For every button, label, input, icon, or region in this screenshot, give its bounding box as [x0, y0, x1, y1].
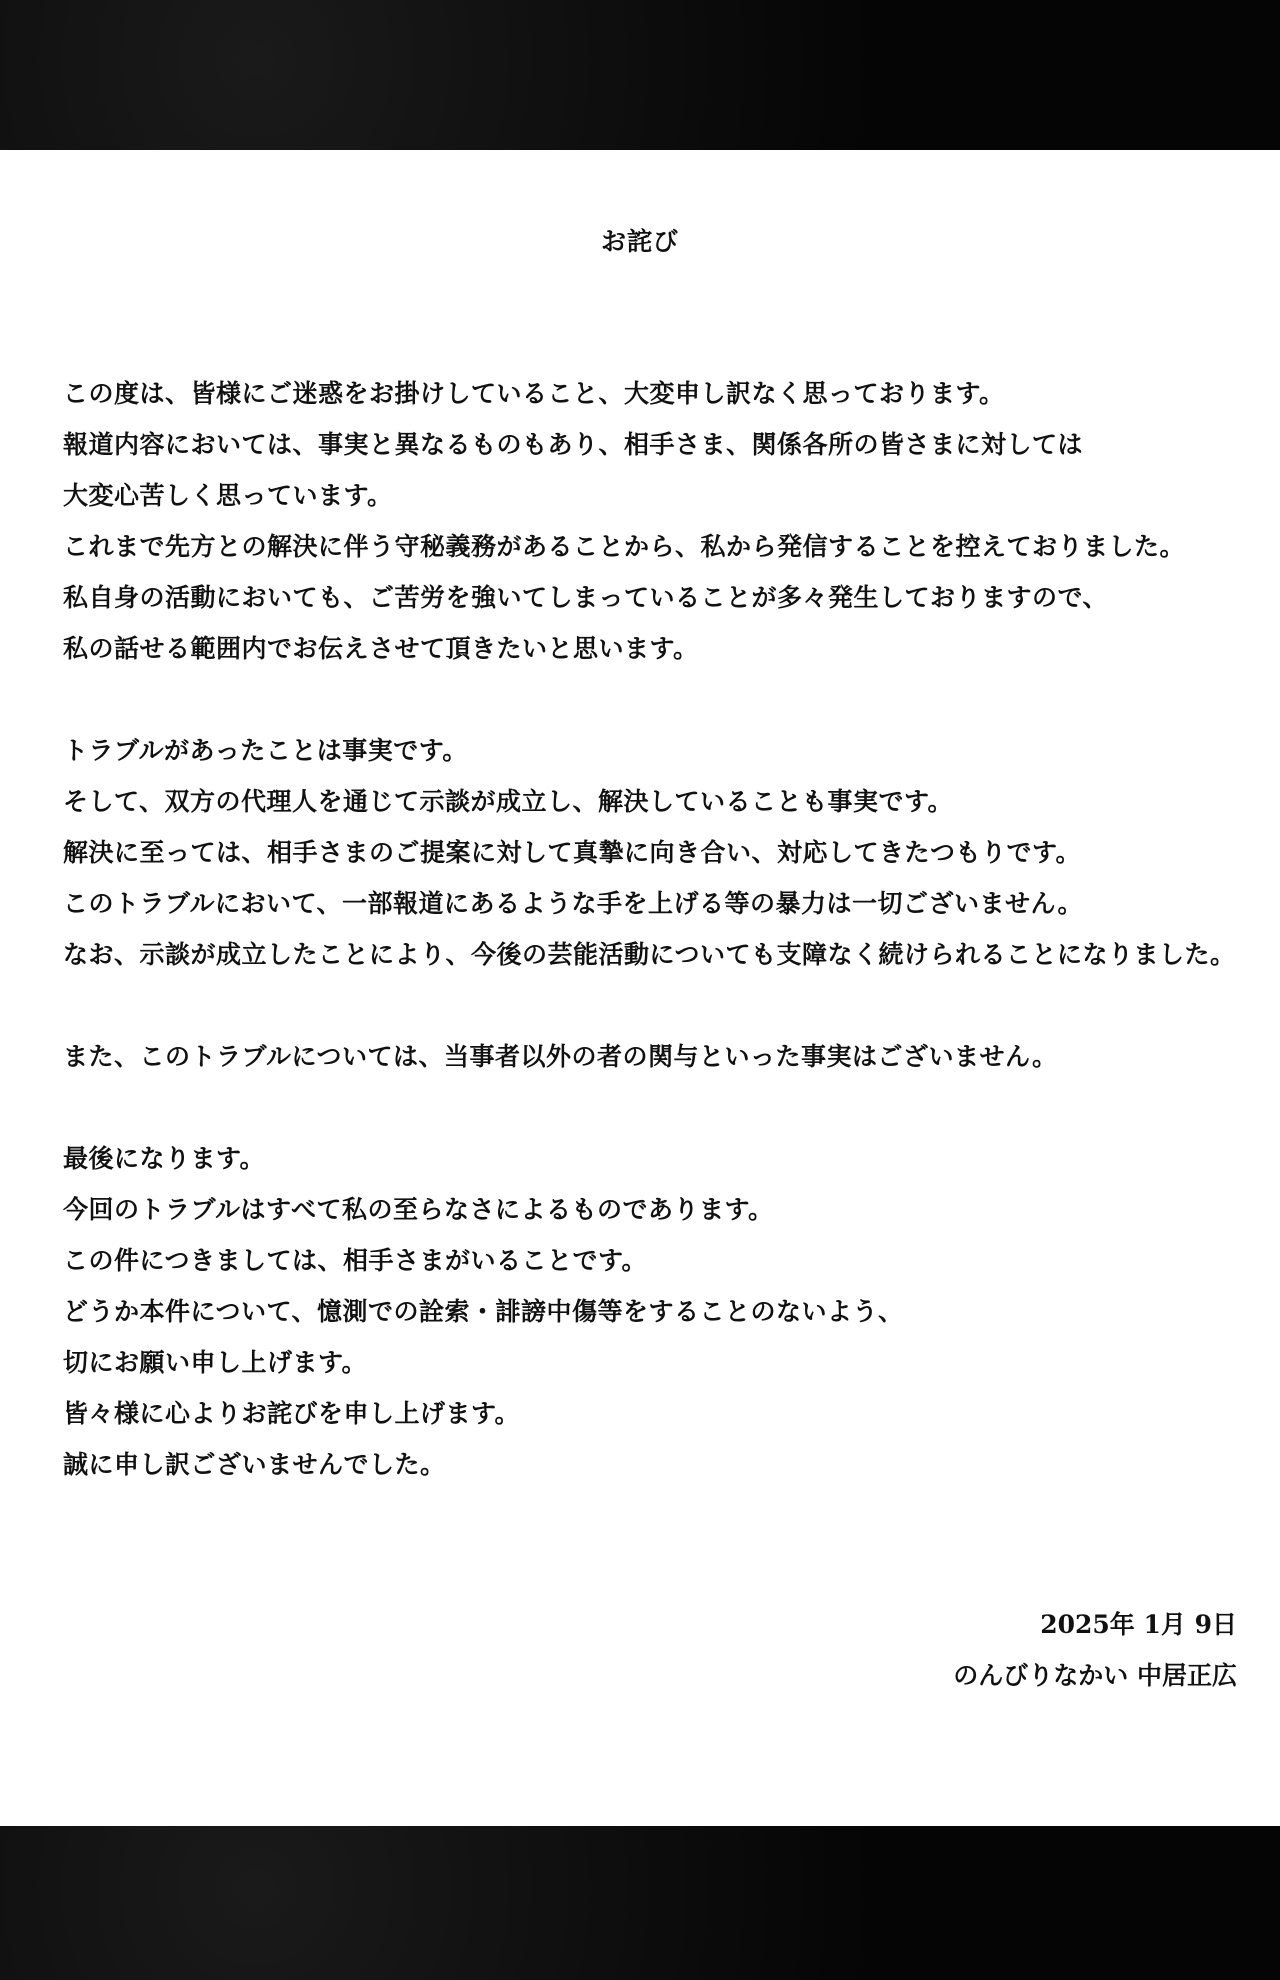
text-line: また、このトラブルについては、当事者以外の者の関与といった事実はございません。	[63, 1042, 1058, 1071]
statement-body	[63, 368, 1236, 1490]
text-line: このトラブルにおいて、一部報道にあるような手を上げる等の暴力は一切ございません。	[63, 889, 1084, 918]
text-line: 大変心苦しく思っています。	[63, 481, 393, 510]
text-line: 私自身の活動においても、ご苦労を強いてしまっていることが多々発生しておりますので、	[63, 583, 1109, 612]
signatory-name: のんびりなかい 中居正広	[953, 1661, 1237, 1690]
top-dark-band	[0, 0, 1280, 150]
paragraph-closing	[63, 1133, 1233, 1490]
text-line: なお、示談が成立したことにより、今後の芸能活動についても支障なく続けられることになりました。	[63, 940, 1236, 969]
paragraph-apology	[63, 368, 1233, 674]
paragraph-facts	[63, 725, 1236, 980]
text-line: 切にお願い申し上げます。	[63, 1348, 368, 1377]
statement-sheet	[0, 150, 1280, 1826]
text-line: 最後になります。	[63, 1144, 266, 1173]
bottom-dark-band	[0, 1826, 1280, 1980]
text-line: そして、双方の代理人を通じて示談が成立し、解決していることも事実です。	[63, 787, 954, 816]
signature-block	[953, 1599, 1237, 1701]
text-line: 解決に至っては、相手さまのご提案に対して真摯に向き合い、対応してきたつもりです。	[63, 838, 1082, 867]
text-line: この度は、皆様にご迷惑をお掛けしていること、大変申し訳なく思っております。	[63, 379, 1005, 408]
text-line: 誠に申し訳ございませんでした。	[63, 1450, 446, 1479]
text-line: トラブルがあったことは事実です。	[63, 736, 468, 765]
document-date: 2025年 1月 9日	[1040, 1610, 1237, 1639]
text-line: どうか本件について、憶測での詮索・誹謗中傷等をすることのないよう、	[63, 1297, 904, 1326]
text-line: 私の話せる範囲内でお伝えさせて頂きたいと思います。	[63, 634, 699, 663]
text-line: これまで先方との解決に伴う守秘義務があることから、私から発信することを控えておりました。	[63, 532, 1186, 561]
text-line: 今回のトラブルはすべて私の至らなさによるものであります。	[63, 1195, 774, 1224]
paragraph-no-involvement	[63, 1031, 1233, 1082]
document-title: お詫び	[600, 227, 679, 256]
text-line: 報道内容においては、事実と異なるものもあり、相手さま、関係各所の皆さまに対しては	[63, 430, 1084, 459]
text-line: この件につきましては、相手さまがいることです。	[63, 1246, 648, 1275]
text-line: 皆々様に心よりお詫びを申し上げます。	[63, 1399, 521, 1428]
